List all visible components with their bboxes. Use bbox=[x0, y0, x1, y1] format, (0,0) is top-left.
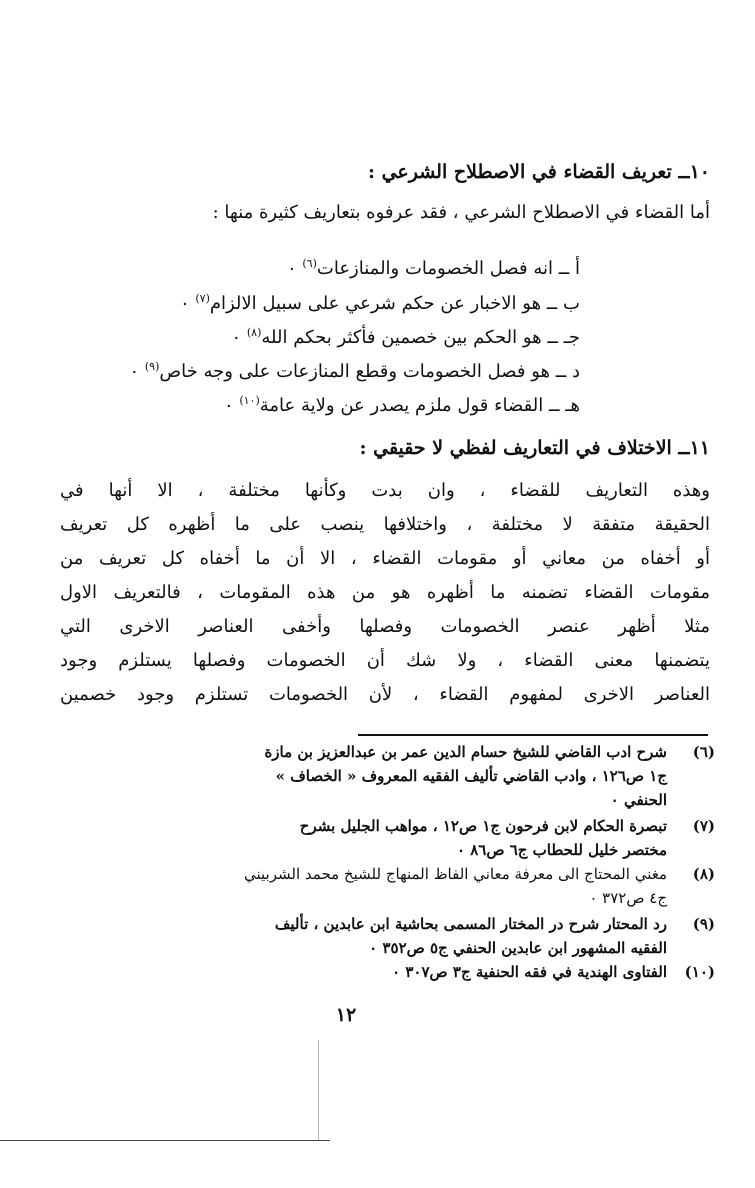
footnote-text-line: الفتاوى الهندية في فقه الحنفية ج٣ ص٣٠٧ ٠ bbox=[392, 963, 667, 981]
footnote-ref: (٦) bbox=[302, 257, 317, 270]
footnote-text-line: شرح ادب القاضي للشيخ حسام الدين عمر بن عبدالعزيز بن مازة bbox=[264, 743, 667, 761]
footnote bbox=[55, 814, 715, 862]
paragraph-line: العناصر الاخرى لمفهوم القضاء ، لأن الخصومات تستلزم وجود خصمين bbox=[60, 684, 710, 705]
definition-item: هـ ــ القضاء قول ملزم يصدر عن ولاية عامة$^{(١٠)}$ ٠ bbox=[223, 394, 580, 416]
definition-item: ب ــ هو الاخبار عن حكم شرعي على سبيل الالزام$^{(٧)}$ ٠ bbox=[179, 292, 580, 314]
footnote-ref: (١٠) bbox=[239, 394, 260, 407]
scan-artifact bbox=[318, 1040, 319, 1140]
footnote-text-line: ج١ ص١٢٦ ، وادب القاضي تأليف الفقيه المعروف « الخصاف » bbox=[275, 767, 667, 785]
footnote-number: (٨) bbox=[692, 865, 715, 883]
footnote bbox=[55, 960, 715, 984]
footnote-text-line: الحنفي ٠ bbox=[610, 791, 667, 809]
definition-item: جـ ــ هو الحكم بين خصمين فأكثر بحكم الله$^{(٨)}$ ٠ bbox=[231, 326, 580, 348]
section-11-heading: ١١ــ الاختلاف في التعاريف لفظي لا حقيقي : bbox=[359, 437, 710, 459]
section-10-heading: ١٠ــ تعريف القضاء في الاصطلاح الشرعي : bbox=[367, 161, 710, 183]
paragraph-line: يتضمنها معنى القضاء ، ولا شك أن الخصومات وفصلها يستلزم وجود bbox=[60, 650, 710, 671]
paragraph-line: وهذه التعاريف للقضاء ، وان بدت وكأنها مختلفة ، الا أنها في bbox=[60, 480, 710, 501]
footnote-text-line: الفقيه المشهور ابن عابدين الحنفي ج٥ ص٣٥٢ ٠ bbox=[369, 939, 667, 957]
footnote-text-line: تبصرة الحكام لابن فرحون ج١ ص١٢ ، مواهب الجليل بشرح bbox=[299, 817, 667, 835]
footnote-ref: (٧) bbox=[195, 292, 210, 305]
paragraph-line: مثلا أظهر عنصر الخصومات وفصلها وأخفى العناصر الاخرى التي bbox=[60, 616, 710, 637]
paragraph-line: مقومات القضاء تضمنه ما أظهره هو من هذه المقومات ، فالتعريف الاول bbox=[60, 582, 710, 603]
paragraph-line: الحقيقة متفقة لا مختلفة ، واختلافها ينصب على ما أظهره كل تعريف bbox=[60, 514, 710, 535]
footnote-number: (٩) bbox=[692, 915, 715, 933]
footnote bbox=[55, 740, 715, 812]
definition-item: أ ــ انه فصل الخصومات والمنازعات$^{(٦)}$ ٠ bbox=[286, 257, 580, 279]
footnote-number: (١٠) bbox=[684, 963, 715, 981]
footnote-text-line: مختصر خليل للحطاب ج٦ ص٨٦ ٠ bbox=[456, 841, 667, 859]
footnote-ref: (٨) bbox=[246, 326, 262, 339]
definition-item: د ــ هو فصل الخصومات وقطع المنازعات على وجه خاص$^{(٩)}$ ٠ bbox=[129, 360, 580, 382]
section-10-intro: أما القضاء في الاصطلاح الشرعي ، فقد عرفوه بتعاريف كثيرة منها : bbox=[212, 202, 710, 223]
page-edge-line bbox=[0, 1140, 330, 1141]
footnote-text-line: مغني المحتاج الى معرفة معاني الفاظ المنهاج للشيخ محمد الشربيني bbox=[244, 865, 667, 883]
paragraph-line: أو أخفاه من معاني أو مقومات القضاء ، الا أن ما أخفاه كل تعريف من bbox=[60, 548, 710, 569]
footnote-text-line: رد المحتار شرح در المختار المسمى بحاشية ابن عابدين ، تأليف bbox=[274, 915, 667, 933]
footnote-number: (٧) bbox=[692, 817, 715, 835]
footnote bbox=[55, 862, 715, 910]
footnote-divider bbox=[358, 734, 708, 736]
footnote-ref: (٩) bbox=[144, 360, 160, 373]
footnote-number: (٦) bbox=[692, 743, 715, 761]
footnote-text-line: ج٤ ص٣٧٢ ٠ bbox=[589, 889, 667, 907]
footnote bbox=[55, 912, 715, 960]
page-number: ١٢ bbox=[335, 1004, 357, 1026]
